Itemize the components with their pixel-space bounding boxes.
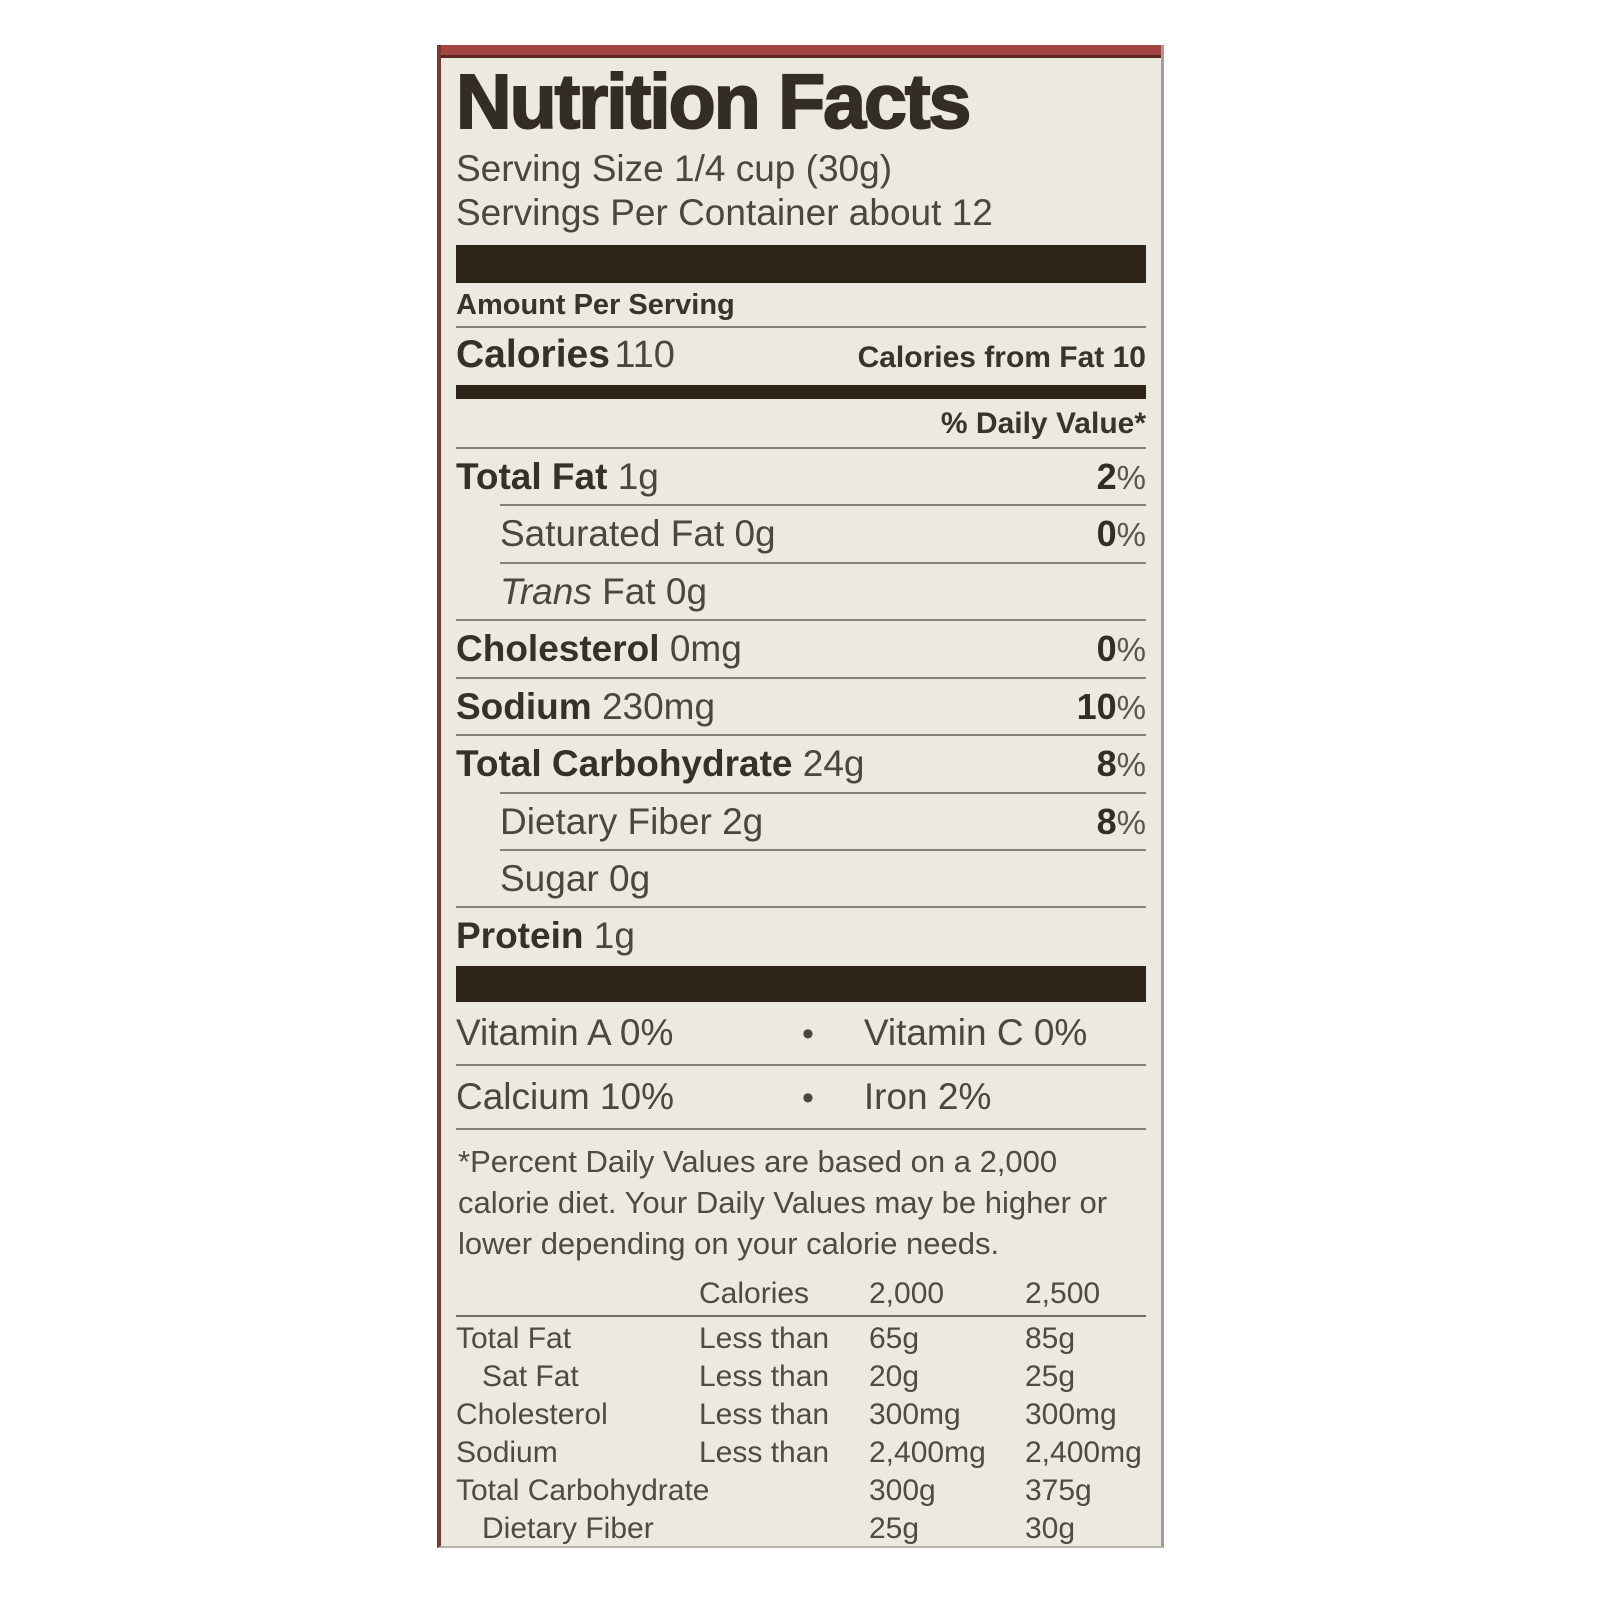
nutrition-facts-label (437, 45, 1164, 1548)
nutrient-dv: 0% (1096, 628, 1146, 670)
separator-bar-medium (456, 385, 1146, 399)
header-2000: 2,000 (869, 1276, 945, 1310)
nutrient-row-trans-fat (456, 564, 1146, 619)
nutrient-name: Fat (602, 570, 656, 612)
bullet-separator: • (801, 1078, 814, 1117)
serving-info (456, 147, 1146, 235)
table-row: Total Carbohydrate 300g 375g (456, 1473, 1092, 1507)
calories-left (456, 333, 675, 377)
top-accent-bar (441, 45, 1161, 58)
nutrient-amount: 1g (617, 455, 659, 497)
nutrient-name: Total Carbohydrate (456, 743, 793, 785)
nutrient-row-cholesterol (456, 621, 1146, 676)
label-content (441, 59, 1161, 1548)
nutrient-name: Total Fat (456, 455, 608, 497)
nutrient-row-total-carbohydrate (456, 736, 1146, 791)
nutrient-dv: 10% (1076, 685, 1146, 727)
nutrient-name: Saturated Fat (500, 513, 725, 555)
calories-value: 110 (614, 333, 675, 376)
nutrient-dv: 8% (1096, 800, 1146, 842)
divider (456, 1315, 1146, 1317)
table-row: Sodium Less than 2,400mg 2,400mg (456, 1435, 1142, 1469)
nutrient-row-sodium (456, 679, 1146, 734)
nutrient-amount: 2g (722, 800, 764, 842)
nutrient-row-dietary-fiber (456, 794, 1146, 849)
nutrient-name: Dietary Fiber (500, 800, 712, 842)
nutrient-name-italic: Trans (500, 570, 592, 612)
nutrient-amount: 0g (609, 857, 651, 899)
header-calories: Calories (699, 1276, 810, 1310)
nutrient-dv: 0% (1096, 513, 1146, 555)
nutrient-name: Sugar (500, 857, 599, 899)
nutrient-dv: 2% (1096, 455, 1146, 497)
nutrient-amount: 230mg (601, 685, 716, 727)
vitamin-row-a-c (456, 1002, 1146, 1064)
table-header-row (456, 1275, 1146, 1313)
daily-value-header: % Daily Value* (940, 406, 1146, 440)
calories-from-fat: Calories from Fat 10 (857, 340, 1146, 374)
nutrient-amount: 24g (802, 743, 865, 785)
separator-bar-thick (456, 245, 1146, 283)
servings-per-container-text: Servings Per Container about 12 (456, 191, 993, 233)
vitamin-row-calcium-iron (456, 1066, 1146, 1128)
separator-bar-thick (456, 966, 1146, 1002)
table-row: Sat Fat Less than 20g 25g (482, 1359, 1076, 1393)
nutrient-amount: 1g (593, 915, 635, 957)
vitamin-a-value: Vitamin A 0% (456, 1011, 674, 1053)
serving-size-text: Serving Size 1/4 cup (30g) (456, 147, 893, 189)
header-2500: 2,500 (1025, 1276, 1101, 1310)
nutrient-dv: 8% (1096, 743, 1146, 785)
iron-value: Iron 2% (863, 1075, 992, 1117)
nutrient-row-sugar (456, 851, 1146, 906)
table-row: Cholesterol Less than 300mg 300mg (456, 1397, 1117, 1431)
calories-label: Calories (456, 332, 610, 376)
amount-per-serving-label: Amount Per Serving (456, 288, 735, 321)
reference-table (456, 1275, 1146, 1548)
nutrient-name: Cholesterol (456, 628, 660, 670)
bullet-separator: • (801, 1014, 814, 1053)
table-row: Total Fat Less than 65g 85g (456, 1321, 1076, 1355)
nutrient-amount: 0g (734, 513, 776, 555)
nutrient-row-total-fat (456, 449, 1146, 504)
label-title: Nutrition Facts (456, 59, 970, 145)
calcium-value: Calcium 10% (456, 1075, 674, 1117)
nutrient-amount: 0mg (669, 628, 742, 670)
table-row: Dietary Fiber 25g 30g (482, 1511, 1076, 1545)
nutrient-row-saturated-fat (456, 506, 1146, 561)
nutrient-amount: 0g (665, 570, 708, 612)
vitamin-c-value: Vitamin C 0% (863, 1011, 1088, 1053)
nutrient-name: Protein (456, 915, 584, 957)
calories-row (456, 328, 1146, 385)
nutrient-row-protein (456, 908, 1146, 963)
footnote-text: *Percent Daily Values are based on a 2,000 calorie diet. Your Daily Values may be higher or lower depending on your calorie needs. (458, 1143, 1108, 1261)
nutrient-name: Sodium (456, 685, 592, 727)
